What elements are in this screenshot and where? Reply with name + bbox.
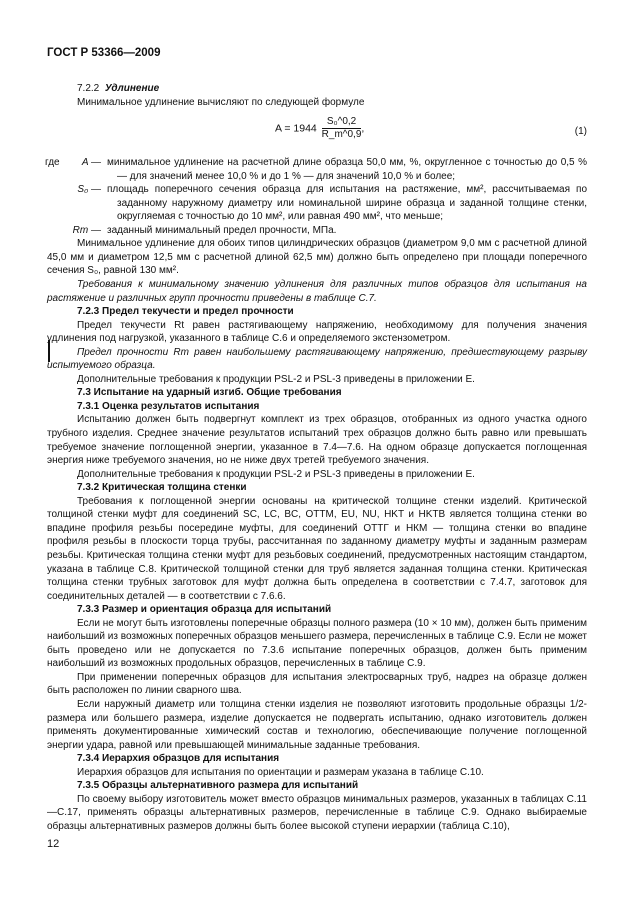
formula-intro: Минимальное удлинение вычисляют по следующей формуле bbox=[77, 96, 365, 108]
document-header: ГОСТ Р 53366—2009 bbox=[47, 47, 161, 59]
paragraph: Минимальное удлинение для обоих типов цилиндрических образцов (диаметром 9,0 мм с расчетной длиной 45,0 мм и диаметром 12,5 мм с расчетной длиной 62,5 мм) должно быть определено при площади поперечного сечения S₀, равной 130 мм². bbox=[47, 238, 587, 277]
section-title: Удлинение bbox=[104, 83, 160, 94]
page-number: 12 bbox=[47, 838, 60, 850]
var-a-text: минимальное удлинение на расчетной длине образца 50,0 мм, %, округленное с точностью до 0,5 % — для значений менее 10,0 % и до 1 % — для значений 10,0 % и более; bbox=[107, 157, 587, 182]
formula-expression bbox=[275, 116, 364, 141]
paragraph: Дополнительные требования к продукции PSL-2 и PSL-3 приведены в приложении Е. bbox=[77, 468, 475, 480]
paragraph: Иерархия образцов для испытания по ориентации и размерам указана в таблице С.10. bbox=[77, 766, 484, 778]
formula-1 bbox=[47, 110, 587, 154]
where-lead: где bbox=[45, 157, 60, 169]
paragraph: По своему выбору изготовитель может вместо образцов минимальных размеров, указанных в таблицах С.11—С.17, применять образцы альтернативных размеров, перечисленные в таблице С.9. Однако выбираемые образцы альтернативных размеров должны быть более высокой ступени иерархии (таблица С.10), bbox=[47, 793, 587, 832]
section-7-3-heading: 7.3 Испытание на ударный изгиб. Общие требования bbox=[77, 387, 342, 399]
paragraph: Дополнительные требования к продукции PSL-2 и PSL-3 приведены в приложении Е. bbox=[77, 373, 475, 385]
section-number: 7.2.2 bbox=[77, 83, 100, 94]
document-body bbox=[47, 82, 587, 833]
paragraph: При применении поперечных образцов для испытания электросварных труб, надрез на образце должен быть расположен по линии сварного шва. bbox=[47, 671, 587, 697]
paragraph: Если не могут быть изготовлены поперечные образцы полного размера (10 × 10 мм), должен быть применим наибольший из возможных поперечных образцов меньшего размера, перечисленных в таблице С.9. Если не может быть проведено или не допускается по 7.3.6 испытание поперечных образцов, должен быть применим наибольший из возможных продольных образцов, перечисленных в таблице С.9. bbox=[47, 617, 587, 670]
section-7-2-2-heading bbox=[47, 82, 587, 96]
var-r-label: Rm — bbox=[72, 224, 101, 236]
section-7-3-3-heading: 7.3.3 Размер и ориентация образца для испытаний bbox=[77, 604, 332, 616]
where-row-r bbox=[47, 224, 587, 238]
formula-denominator: R_m^0,9 bbox=[321, 129, 362, 141]
formula-fraction bbox=[321, 116, 365, 141]
var-s-text: площадь поперечного сечения образца для испытания на растяжение, мм², рассчитываемая по заданному наружному диаметру или номинальной ширине образца и заданной толщине стенки, округляемая с точностью до 10 мм², или равная 490 мм², что меньше; bbox=[107, 184, 587, 223]
var-r-text: заданный минимальный предел прочности, МПа. bbox=[107, 224, 337, 236]
where-block bbox=[47, 156, 587, 237]
var-s-label: S₀ — bbox=[77, 184, 101, 196]
paragraph: Требования к минимальному значению удлинения для различных типов образцов для испытания на растяжение и различных групп прочности приведены в таблице С.7. bbox=[47, 279, 587, 304]
formula-comma: , bbox=[361, 122, 365, 135]
paragraph: Если наружный диаметр или толщина стенки изделия не позволяют изготовить продольные образцы 1/2-размера или большего размера, изделие допускается не подвергать испытанию, однако изготовитель должен применять документированные химический состав и технологию, обеспечивающие получение поглощенной энергии удара, равной или превышающей минимальные заданные требования. bbox=[47, 698, 587, 751]
formula-number: (1) bbox=[574, 126, 587, 138]
paragraph: Требования к поглощенной энергии основаны на критической толщине стенки изделий. Критической толщиной стенки муфт для соединений SC, LC, BC, OTTM, EU, NU, HKT и HKTB является толщина стенки во впадине профиля резьбы посередине муфты, для соединений ОТТГ и НКМ — толщина стенки во впадине профиля резьбы в плоскости торца трубы, рассчитанная по заданному диаметру муфты и заданным размерам резьбы. Критическая толщина стенки муфт для резьбовых соединений, предусмотренных настоящим стандартом, указана в таблице С.8. Критической толщиной стенки для труб является заданная толщина стенки. Критическая толщина стенки трубных заготовок для муфт должна быть определена в соответствии с 7.4.7, заготовок для соединительных деталей — в соответствии с 7.6.6. bbox=[47, 495, 587, 602]
section-7-2-3-heading: 7.2.3 Предел текучести и предел прочности bbox=[77, 306, 294, 318]
section-7-3-4-heading: 7.3.4 Иерархия образцов для испытания bbox=[77, 753, 280, 765]
where-row-s bbox=[47, 183, 587, 224]
section-7-3-1-heading: 7.3.1 Оценка результатов испытания bbox=[77, 400, 260, 412]
formula-numerator: S₀^0,2 bbox=[322, 116, 362, 129]
var-a-label: A — bbox=[81, 157, 101, 169]
paragraph: Предел прочности Rm равен наибольшему растягивающему напряжению, предшествующему разрыву испытуемого образца. bbox=[47, 346, 587, 372]
paragraph: Предел текучести Rt равен растягивающему напряжению, необходимому для получения значения удлинения под нагрузкой, указанного в таблице С.6 и определяемого экстензометром. bbox=[47, 319, 587, 345]
formula-lhs: A = 1944 bbox=[275, 122, 317, 135]
paragraph: Испытанию должен быть подвергнут комплект из трех образцов, отобранных из одного участка одного трубного изделия. Среднее значение результатов испытаний трех образцов должно быть равно или превышать требуемое значение поглощенной энергии, указанное в 7.4—7.6. На одном образце допускается поглощенная энергия ниже требуемого значения, но не ниже двух третей требуемого значения. bbox=[47, 414, 587, 467]
section-7-3-5-heading: 7.3.5 Образцы альтернативного размера для испытаний bbox=[77, 780, 359, 792]
where-row-a bbox=[47, 156, 587, 183]
section-7-3-2-heading: 7.3.2 Критическая толщина стенки bbox=[77, 482, 247, 494]
